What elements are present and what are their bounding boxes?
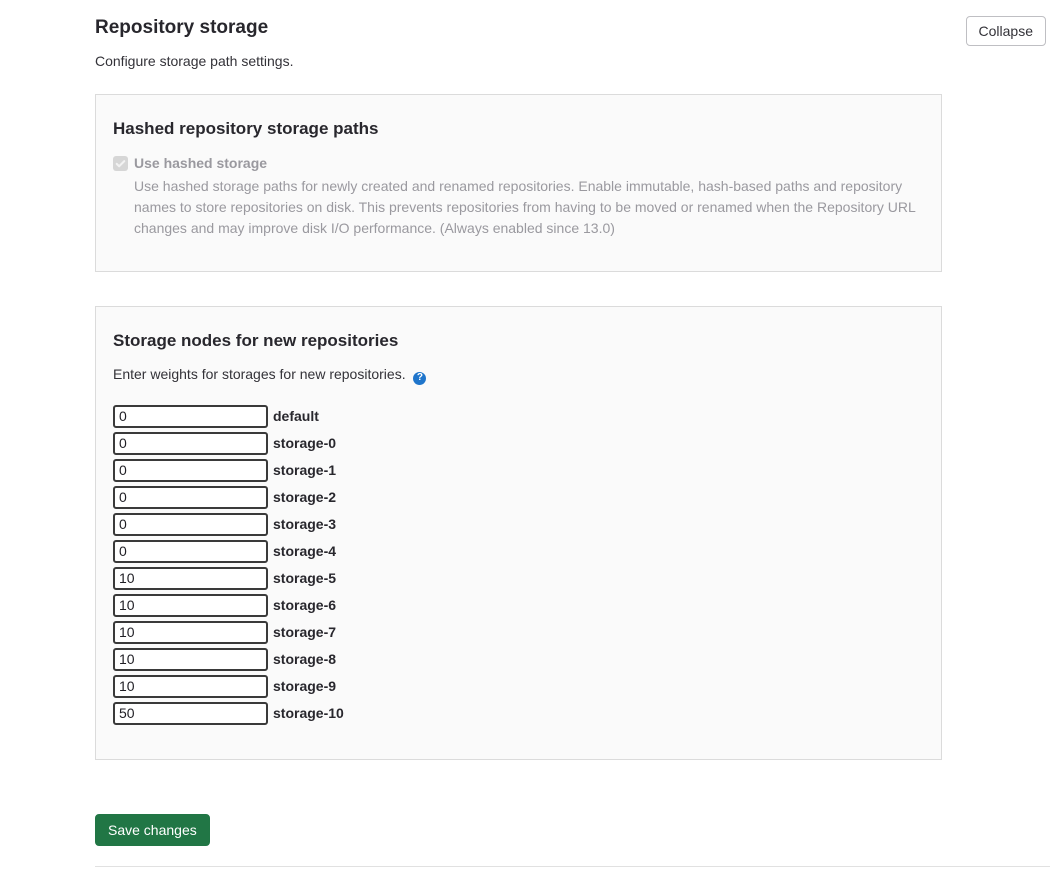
storage-weight-row	[113, 646, 924, 673]
storage-weight-input[interactable]	[113, 621, 268, 644]
storage-weight-row	[113, 565, 924, 592]
storage-weight-input[interactable]	[113, 567, 268, 590]
storage-weight-row	[113, 457, 924, 484]
storage-name-label: storage-3	[273, 516, 337, 532]
use-hashed-storage-description: Use hashed storage paths for newly created and renamed repositories. Enable immutable, hash-based paths and repository names to store repositories on disk. This prevents repositories from having to be moved or renamed when the Repository URL changes and may improve disk I/O performance. (Always enabled since 13.0)	[134, 178, 916, 236]
storage-weight-row	[113, 619, 924, 646]
use-hashed-storage-label: Use hashed storage	[134, 155, 268, 171]
storage-weight-row	[113, 700, 924, 727]
storage-nodes-card	[95, 306, 942, 760]
storage-weight-input[interactable]	[113, 702, 268, 725]
storage-name-label: storage-8	[273, 651, 337, 667]
storage-weight-input[interactable]	[113, 513, 268, 536]
checkmark-icon	[115, 158, 126, 169]
storage-weight-row	[113, 673, 924, 700]
storage-weight-input[interactable]	[113, 675, 268, 698]
storage-name-label: storage-6	[273, 597, 337, 613]
storage-weight-row	[113, 511, 924, 538]
storage-weight-row	[113, 430, 924, 457]
save-changes-button[interactable]: Save changes	[95, 814, 210, 846]
storage-weights-help-text: Enter weights for storages for new repositories.	[113, 366, 406, 382]
storage-name-label: storage-10	[273, 705, 344, 721]
hashed-storage-heading: Hashed repository storage paths	[113, 119, 379, 138]
storage-name-label: storage-1	[273, 462, 337, 478]
storage-name-label: storage-7	[273, 624, 337, 640]
storage-weight-input[interactable]	[113, 432, 268, 455]
storage-weight-input[interactable]	[113, 540, 268, 563]
storage-name-label: storage-0	[273, 435, 337, 451]
checked-checkbox-icon	[113, 156, 128, 171]
storage-weight-row	[113, 403, 924, 430]
storage-weight-row	[113, 538, 924, 565]
storage-weight-input[interactable]	[113, 405, 268, 428]
storage-name-label: storage-5	[273, 570, 337, 586]
storage-weight-rows	[113, 403, 924, 727]
storage-weight-input[interactable]	[113, 594, 268, 617]
page-title: Repository storage	[95, 17, 269, 38]
storage-weight-input[interactable]	[113, 486, 268, 509]
storage-name-label: storage-9	[273, 678, 337, 694]
storage-name-label: storage-2	[273, 489, 337, 505]
bottom-divider	[95, 866, 1050, 867]
page-subtitle: Configure storage path settings.	[95, 53, 294, 69]
storage-weights-help-row	[113, 366, 924, 385]
storage-name-label: default	[273, 408, 319, 424]
hashed-storage-card	[95, 94, 942, 272]
storage-weight-row	[113, 484, 924, 511]
storage-nodes-heading: Storage nodes for new repositories	[113, 331, 399, 350]
storage-weight-row	[113, 592, 924, 619]
storage-name-label: storage-4	[273, 543, 337, 559]
use-hashed-storage-checkbox-row	[113, 155, 924, 172]
storage-weight-input[interactable]	[113, 459, 268, 482]
question-circle-icon[interactable]	[413, 372, 426, 385]
storage-weight-input[interactable]	[113, 648, 268, 671]
collapse-button[interactable]: Collapse	[966, 16, 1046, 46]
